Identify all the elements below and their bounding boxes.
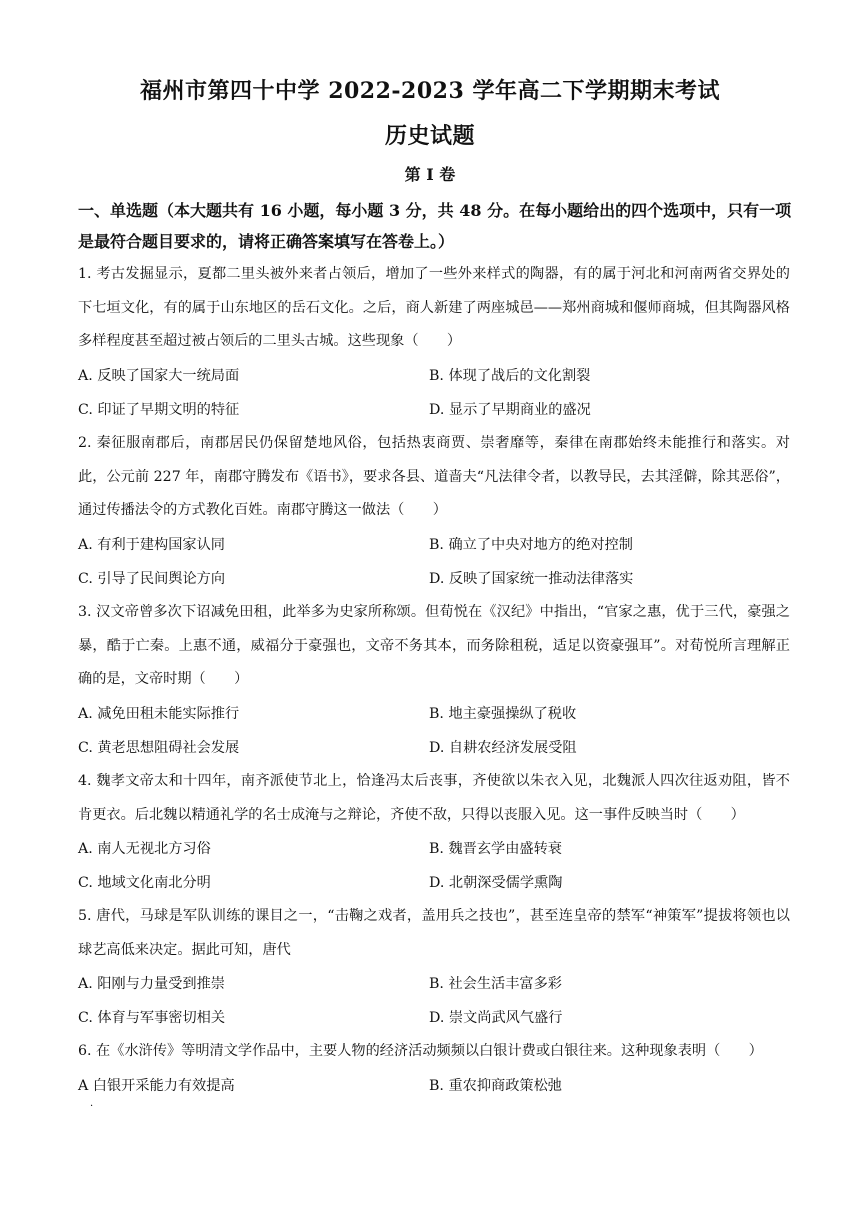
- question-2-stem: 2. 秦征服南郡后，南郡居民仍保留楚地风俗，包括热衷商贾、崇奢靡等，秦律在南郡始终未能推行和落实。对此，公元前 227 年，南郡守腾发布《语书》，要求各县、道啬夫“凡法律令者，以教导民，去其淫僻，除其恶俗”，通过传播法令的方式教化百姓。南郡守腾这一做法（ ）: [78, 435, 790, 518]
- question-4-option-d: D. 北朝深受儒学熏陶: [429, 875, 563, 891]
- question-3-option-d: D. 自耕农经济发展受阻: [429, 740, 577, 756]
- question-5-option-a: A. 阳刚与力量受到推崇: [78, 976, 225, 992]
- question-4-stem: 4. 魏孝文帝太和十四年，南齐派使节北上，恰逢冯太后丧事，齐使欲以朱衣入见，北魏派人四次往返劝阻，皆不肯更衣。后北魏以精通礼学的名士成淹与之辩论，齐使不敌，只得以丧服入见。这一事件反映当时（ ）: [78, 773, 790, 823]
- question-5-option-c: C. 体育与军事密切相关: [78, 1010, 226, 1026]
- question-2-option-d: D. 反映了国家统一推动法律落实: [429, 571, 634, 587]
- question-2-option-a: A. 有利于建构国家认同: [78, 537, 225, 553]
- question-4-option-c: C. 地域文化南北分明: [78, 875, 211, 891]
- question-5-option-b: B. 社会生活丰富多彩: [429, 976, 562, 992]
- question-1-option-a: A. 反映了国家大一统局面: [78, 368, 240, 384]
- question-4-option-a: A. 南人无视北方习俗: [78, 841, 211, 857]
- question-1-option-c: C. 印证了早期文明的特征: [78, 402, 240, 418]
- section-heading: 一、单选题（本大题共有 16 小题，每小题 3 分，共 48 分。在每小题给出的四个选项中，只有一项是最符合题目要求的，请将正确答案填写在答卷上。）: [78, 201, 792, 251]
- question-2-option-b: B. 确立了中央对地方的绝对控制: [429, 537, 633, 553]
- question-5-stem: 5. 唐代，马球是军队训练的课目之一，“击鞠之戏者，盖用兵之技也”，甚至连皇帝的禁军“神策军”提拔将领也以球艺高低来决定。据此可知，唐代: [78, 908, 790, 958]
- exam-title: 福州市第四十中学 2022-2023 学年高二下学期期末考试: [140, 78, 720, 104]
- question-6-option-a: A 白银开采能力有效提高: [78, 1078, 235, 1094]
- question-1-stem: 1. 考古发掘显示，夏都二里头被外来者占领后，增加了一些外来样式的陶器，有的属于河北和河南两省交界处的下七垣文化，有的属于山东地区的岳石文化。之后，商人新建了两座城邑——郑州商城和偃师商城，但其陶器风格多样程度甚至超过被占领后的二里头古城。这些现象（ ）: [78, 266, 790, 349]
- question-2-option-c: C. 引导了民间舆论方向: [78, 571, 226, 587]
- question-6-option-b: B. 重农抑商政策松弛: [429, 1078, 562, 1094]
- question-3-option-a: A. 减免田租未能实际推行: [78, 706, 240, 722]
- question-3-stem: 3. 汉文帝曾多次下诏减免田租，此举多为史家所称颂。但荀悦在《汉纪》中指出，“官家之惠，优于三代，豪强之暴，酷于亡秦。上惠不通，威福分于豪强也，文帝不务其本，而务除租税，适足以资豪强耳”。对荀悦所言理解正确的是，文帝时期（ ）: [78, 604, 790, 687]
- stray-dot-mark: ·: [90, 1101, 94, 1112]
- exam-subtitle: 历史试题: [384, 123, 475, 149]
- question-1-option-d: D. 显示了早期商业的盛况: [429, 402, 591, 418]
- question-6-stem: 6. 在《水浒传》等明清文学作品中，主要人物的经济活动频频以白银计费或白银往来。这种现象表明（ ）: [78, 1043, 763, 1059]
- question-4-option-b: B. 魏晋玄学由盛转衰: [429, 841, 562, 857]
- question-3-option-b: B. 地主豪强操纵了税收: [429, 706, 577, 722]
- question-1-option-b: B. 体现了战后的文化割裂: [429, 368, 591, 384]
- question-5-option-d: D. 崇文尚武风气盛行: [429, 1010, 563, 1026]
- volume-label: 第 I 卷: [404, 165, 456, 184]
- question-3-option-c: C. 黄老思想阻碍社会发展: [78, 740, 240, 756]
